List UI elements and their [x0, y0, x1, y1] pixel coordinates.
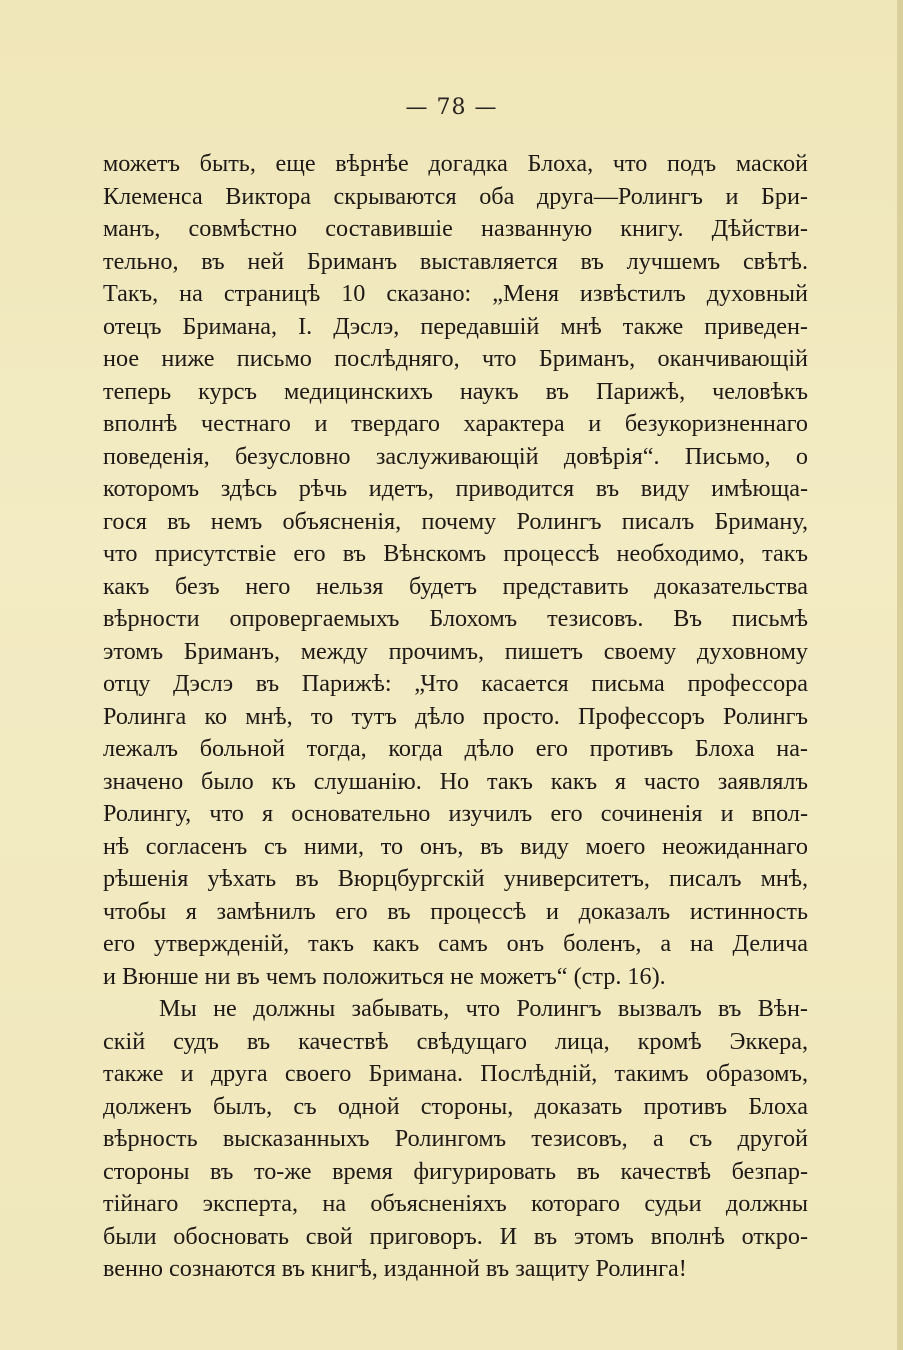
text-line: Ролинга ко мнѣ, то тутъ дѣло просто. Профессоръ Ролингъ	[103, 702, 808, 730]
text-line: венно сознаются въ книгѣ, изданной въ защиту Ролинга!	[103, 1255, 687, 1282]
text-line: нѣ согласенъ съ ними, то онъ, въ виду моего неожиданнаго	[103, 832, 808, 860]
page-number: — 78 —	[405, 95, 498, 120]
text-line: Такъ, на страницѣ 10 сказано: „Меня извѣстилъ духовный	[103, 280, 808, 307]
text-line: можетъ быть, еще вѣрнѣе догадка Блоха, что подъ маской	[103, 150, 808, 177]
text-line: какъ безъ него нельзя будетъ представить доказательства	[103, 572, 808, 600]
text-line: тельно, въ ней Бриманъ выставляется въ лучшемъ свѣтѣ.	[103, 247, 808, 275]
text-line: Клеменса Виктора скрываются оба друга—Ролингъ и Бри-	[103, 182, 808, 210]
text-line: лежалъ больной тогда, когда дѣло его противъ Блоха на-	[103, 735, 808, 762]
text-line: тійнаго эксперта, на объясненіяхъ котораго судьи должны	[103, 1190, 808, 1217]
text-line: отцу Дэслэ въ Парижѣ: „Что касается письма профессора	[103, 670, 808, 697]
text-line: отецъ Бримана, I. Дэслэ, передавшій мнѣ также приведен-	[103, 312, 808, 340]
text-line: чтобы я замѣнилъ его въ процессѣ и доказалъ истинность	[103, 897, 808, 925]
text-line: что присутствіе его въ Вѣнскомъ процессѣ необходимо, такъ	[103, 540, 808, 567]
text-line: манъ, совмѣстно составившіе названную книгу. Дѣйстви-	[103, 215, 808, 242]
text-line: Ролингу, что я основательно изучилъ его сочиненія и впол-	[103, 800, 808, 827]
text-line: вполнѣ честнаго и твердаго характера и безукоризненнаго	[103, 410, 808, 437]
text-line: которомъ здѣсь рѣчь идетъ, приводится въ виду имѣюща-	[103, 475, 808, 502]
text-line: также и друга своего Бримана. Послѣдній, такимъ образомъ,	[103, 1060, 808, 1087]
text-line: и Вюнше ни въ чемъ положиться не можетъ“ (стр. 16).	[103, 962, 666, 990]
text-line: этомъ Бриманъ, между прочимъ, пишетъ своему духовному	[103, 637, 808, 665]
text-line: теперь курсъ медицинскихъ наукъ въ Парижѣ, человѣкъ	[103, 377, 808, 405]
text-line: вѣрность высказанныхъ Ролингомъ тезисовъ, а съ другой	[103, 1125, 808, 1152]
text-line: рѣшенія уѣхать въ Вюрцбургскій университетъ, писалъ мнѣ,	[103, 865, 808, 892]
text-line: гося въ немъ объясненія, почему Ролингъ писалъ Бриману,	[103, 507, 808, 535]
text-line: вѣрности опровергаемыхъ Блохомъ тезисовъ. Въ письмѣ	[103, 605, 808, 632]
text-line: ное ниже письмо послѣдняго, что Бриманъ, оканчивающій	[103, 345, 808, 372]
text-line: были обосновать свой приговоръ. И въ этомъ вполнѣ откро-	[103, 1222, 808, 1250]
body-text	[103, 148, 808, 1286]
text-line: стороны въ то-же время фигурировать въ качествѣ безпар-	[103, 1157, 808, 1185]
text-line: значено было къ слушанію. Но такъ какъ я часто заявлялъ	[103, 767, 808, 795]
text-line: поведенія, безусловно заслуживающій довѣрія“. Письмо, о	[103, 442, 808, 470]
text-line: Мы не должны забывать, что Ролингъ вызвалъ въ Вѣн-	[159, 995, 808, 1022]
text-line: его утвержденій, такъ какъ самъ онъ боленъ, а на Делича	[103, 930, 808, 957]
text-line: скій судъ въ качествѣ свѣдущаго лица, кромѣ Эккера,	[103, 1027, 808, 1055]
text-line: долженъ былъ, съ одной стороны, доказать противъ Блоха	[103, 1092, 808, 1120]
